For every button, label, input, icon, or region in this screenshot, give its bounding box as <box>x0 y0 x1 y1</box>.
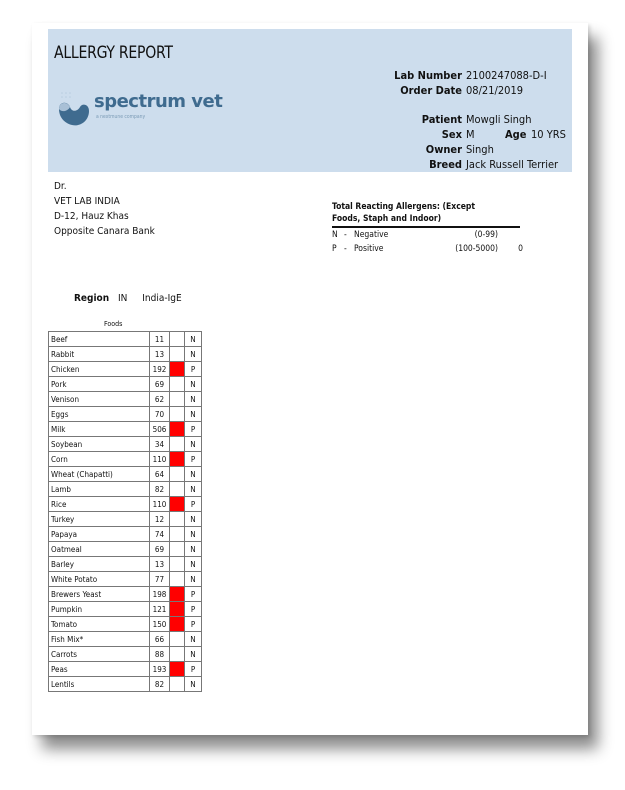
empty-flag <box>170 467 185 482</box>
totals-range: (0-99) <box>474 230 498 240</box>
food-name: Corn <box>49 452 150 467</box>
food-name: Lamb <box>49 482 150 497</box>
food-result: N <box>185 392 202 407</box>
food-score: 192 <box>150 362 170 377</box>
empty-flag <box>170 557 185 572</box>
food-name: Tomato <box>49 617 150 632</box>
region-line <box>74 293 182 304</box>
patient-label: Patient <box>421 113 462 126</box>
address-clinic: VET LAB INDIA <box>54 196 120 207</box>
food-name: Fish Mix* <box>49 632 150 647</box>
food-name: Rabbit <box>49 347 150 362</box>
food-row <box>49 452 202 467</box>
breed-value: Jack Russell Terrier <box>466 158 559 171</box>
empty-flag <box>170 527 185 542</box>
food-name: Carrots <box>49 647 150 662</box>
age-value: 10 YRS <box>531 128 566 141</box>
food-row <box>49 617 202 632</box>
food-row <box>49 422 202 437</box>
food-result: N <box>185 632 202 647</box>
food-row <box>49 677 202 692</box>
food-name: Venison <box>49 392 150 407</box>
food-score: 82 <box>150 482 170 497</box>
food-row <box>49 437 202 452</box>
food-result: P <box>185 422 202 437</box>
patient-value: Mowgli Singh <box>466 113 532 126</box>
empty-flag <box>170 677 185 692</box>
food-row <box>49 527 202 542</box>
empty-flag <box>170 482 185 497</box>
region-panel: India-IgE <box>142 293 182 304</box>
food-score: 13 <box>150 557 170 572</box>
food-score: 70 <box>150 407 170 422</box>
food-name: Papaya <box>49 527 150 542</box>
food-name: Pumpkin <box>49 602 150 617</box>
food-score: 88 <box>150 647 170 662</box>
spectrum-vet-logo <box>56 89 226 133</box>
food-result: N <box>185 347 202 362</box>
logo-mark-icon <box>56 89 92 129</box>
report-title: ALLERGY REPORT <box>54 43 173 63</box>
totals-row-negative <box>332 228 520 242</box>
food-row <box>49 377 202 392</box>
food-name: Chicken <box>49 362 150 377</box>
positive-flag <box>170 662 185 677</box>
clinic-address <box>54 179 155 239</box>
food-result: N <box>185 512 202 527</box>
food-result: N <box>185 647 202 662</box>
totals-count: 0 <box>518 244 523 254</box>
food-name: Barley <box>49 557 150 572</box>
logo-wordmark: spectrum vet <box>94 91 223 112</box>
food-row <box>49 587 202 602</box>
food-row <box>49 362 202 377</box>
food-result: N <box>185 482 202 497</box>
positive-flag <box>170 497 185 512</box>
positive-flag <box>170 422 185 437</box>
totals-row-positive <box>332 242 523 256</box>
totals-label: Positive <box>354 244 384 254</box>
lab-number-label: Lab Number <box>394 69 462 82</box>
lab-number-value: 2100247088-D-I <box>466 69 547 82</box>
empty-flag <box>170 542 185 557</box>
positive-flag <box>170 617 185 632</box>
totals-code: N <box>332 230 338 240</box>
report-header <box>48 29 572 172</box>
food-name: Wheat (Chapatti) <box>49 467 150 482</box>
owner-value: Singh <box>466 143 494 156</box>
food-result: P <box>185 662 202 677</box>
positive-flag <box>170 452 185 467</box>
food-score: 198 <box>150 587 170 602</box>
food-result: N <box>185 407 202 422</box>
foods-title: Foods <box>104 320 123 328</box>
empty-flag <box>170 377 185 392</box>
address-landmark: Opposite Canara Bank <box>54 226 155 237</box>
food-name: Lentils <box>49 677 150 692</box>
empty-flag <box>170 437 185 452</box>
empty-flag <box>170 392 185 407</box>
food-result: P <box>185 587 202 602</box>
totals-heading <box>332 201 520 228</box>
sex-label: Sex <box>441 128 462 141</box>
foods-table <box>48 331 202 692</box>
food-name: Oatmeal <box>49 542 150 557</box>
empty-flag <box>170 512 185 527</box>
food-result: P <box>185 452 202 467</box>
food-name: White Potato <box>49 572 150 587</box>
empty-flag <box>170 332 185 347</box>
region-label: Region <box>74 293 110 304</box>
food-row <box>49 467 202 482</box>
food-score: 82 <box>150 677 170 692</box>
empty-flag <box>170 347 185 362</box>
totals-dash: - <box>344 244 347 254</box>
breed-label: Breed <box>429 158 462 171</box>
food-row <box>49 407 202 422</box>
owner-label: Owner <box>425 143 462 156</box>
food-score: 77 <box>150 572 170 587</box>
food-row <box>49 572 202 587</box>
food-result: P <box>185 362 202 377</box>
food-result: P <box>185 617 202 632</box>
order-date-value: 08/21/2019 <box>466 84 524 97</box>
food-row <box>49 662 202 677</box>
order-date-label: Order Date <box>400 84 462 97</box>
food-row <box>49 557 202 572</box>
food-score: 69 <box>150 542 170 557</box>
food-score: 506 <box>150 422 170 437</box>
food-result: N <box>185 377 202 392</box>
food-score: 110 <box>150 452 170 467</box>
food-row <box>49 332 202 347</box>
food-result: P <box>185 602 202 617</box>
food-row <box>49 632 202 647</box>
positive-flag <box>170 362 185 377</box>
food-row <box>49 497 202 512</box>
positive-flag <box>170 587 185 602</box>
food-score: 193 <box>150 662 170 677</box>
food-result: N <box>185 557 202 572</box>
food-score: 12 <box>150 512 170 527</box>
region-code: IN <box>118 293 128 304</box>
food-row <box>49 647 202 662</box>
totals-heading-line1: Total Reacting Allergens: (Except <box>332 202 476 212</box>
food-score: 62 <box>150 392 170 407</box>
totals-heading-line2: Foods, Staph and Indoor) <box>332 214 442 224</box>
food-name: Milk <box>49 422 150 437</box>
food-row <box>49 512 202 527</box>
sex-value: M <box>466 128 475 141</box>
empty-flag <box>170 632 185 647</box>
empty-flag <box>170 407 185 422</box>
total-reacting-allergens <box>332 201 523 256</box>
address-street: D-12, Hauz Khas <box>54 211 129 222</box>
food-result: N <box>185 437 202 452</box>
food-score: 66 <box>150 632 170 647</box>
food-name: Eggs <box>49 407 150 422</box>
food-result: P <box>185 497 202 512</box>
food-row <box>49 542 202 557</box>
empty-flag <box>170 572 185 587</box>
food-row <box>49 482 202 497</box>
totals-range: (100-5000) <box>455 244 498 254</box>
food-row <box>49 392 202 407</box>
food-score: 13 <box>150 347 170 362</box>
food-result: N <box>185 677 202 692</box>
food-result: N <box>185 542 202 557</box>
food-result: N <box>185 467 202 482</box>
food-name: Turkey <box>49 512 150 527</box>
food-score: 64 <box>150 467 170 482</box>
food-name: Soybean <box>49 437 150 452</box>
food-name: Peas <box>49 662 150 677</box>
food-result: N <box>185 332 202 347</box>
food-name: Brewers Yeast <box>49 587 150 602</box>
age-label: Age <box>505 128 527 141</box>
positive-flag <box>170 602 185 617</box>
food-result: N <box>185 572 202 587</box>
totals-code: P <box>332 244 337 254</box>
food-row <box>49 347 202 362</box>
food-score: 34 <box>150 437 170 452</box>
food-name: Pork <box>49 377 150 392</box>
food-score: 69 <box>150 377 170 392</box>
food-name: Beef <box>49 332 150 347</box>
empty-flag <box>170 647 185 662</box>
food-score: 121 <box>150 602 170 617</box>
food-row <box>49 602 202 617</box>
food-score: 11 <box>150 332 170 347</box>
food-score: 74 <box>150 527 170 542</box>
totals-label: Negative <box>354 230 389 240</box>
food-score: 150 <box>150 617 170 632</box>
logo-tagline: a nextmune company <box>96 114 146 120</box>
totals-dash: - <box>344 230 347 240</box>
report-page <box>32 23 588 735</box>
address-doctor: Dr. <box>54 181 67 192</box>
food-score: 110 <box>150 497 170 512</box>
food-result: N <box>185 527 202 542</box>
food-name: Rice <box>49 497 150 512</box>
